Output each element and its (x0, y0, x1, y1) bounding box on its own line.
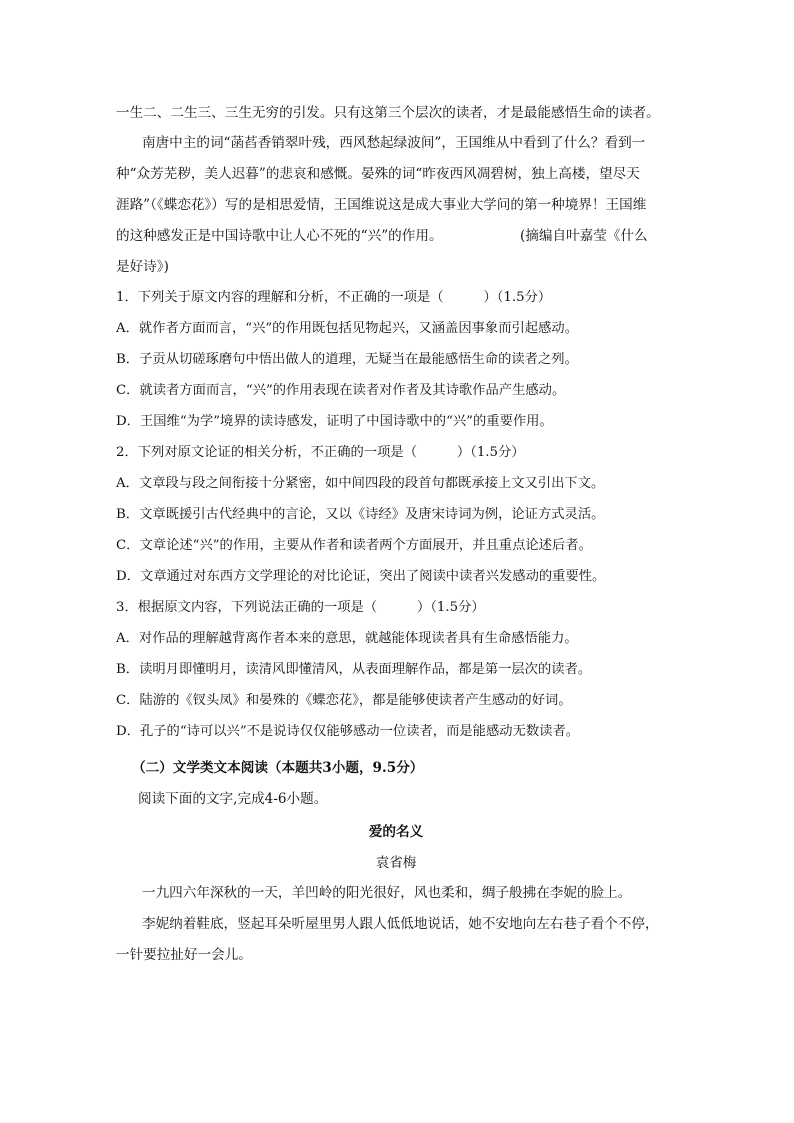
question-option: B．文章既援引古代经典中的言论，又以《诗经》及唐宋诗词为例，论证方式灵活。 (116, 507, 605, 522)
question-stem: 1．下列关于原文内容的理解和分析，不正确的一项是（ ）（1.5分） (116, 290, 552, 305)
story-author: 袁省梅 (375, 855, 417, 871)
intro-line (116, 226, 686, 246)
question-option: C．就读者方面而言，“兴”的作用表现在读者对作者及其诗歌作品产生感动。 (116, 383, 566, 398)
question-option: A．文章段与段之间衔接十分紧密，如中间四段的段首句都既承接上文又引出下文。 (116, 476, 605, 491)
question-option: B．读明月即懂明月，读清风即懂清风，从表面理解作品，都是第一层次的读者。 (116, 662, 592, 677)
question-option: A．对作品的理解越背离作者本来的意思，就越能体现读者具有生命感悟能力。 (116, 631, 578, 646)
question-option: C．陆游的《钗头凤》和晏殊的《蝶恋花》，都是能够使读者产生感动的好词。 (116, 693, 572, 708)
question-stem: 3．根据原文内容，下列说法正确的一项是（ ）（1.5分） (116, 600, 485, 615)
intro-line: 南唐中主的词“菡萏香销翠叶残，西风愁起绿波间”，王国维从中看到了什么？看到一 (142, 135, 646, 151)
story-line: 一针要拉扯好一会儿。 (116, 947, 252, 963)
story-title: 爱的名义 (368, 824, 424, 840)
section-heading: （二）文学类文本阅读（本题共3小题，9.5分） (132, 760, 424, 776)
question-option: B．子贡从切磋琢磨句中悟出做人的道理，无疑当在最能感悟生命的读者之列。 (116, 352, 578, 367)
instruction-text: 阅读下面的文字,完成4-6小题。 (138, 791, 328, 807)
source-citation: (摘编自叶嘉莹《什么 (520, 228, 648, 244)
intro-line-text: 的这种感发正是中国诗歌中让人心不死的“兴”的作用。 (116, 228, 443, 244)
question-option: C．文章论述“兴”的作用，主要从作者和读者两个方面展开，并且重点论述后者。 (116, 538, 592, 553)
intro-line: 种“众芳芜秽，美人迟暮”的悲哀和感慨。晏殊的词“昨夜西风凋碧树，独上高楼，望尽天 (116, 166, 640, 182)
question-stem: 2．下列对原文论证的相关分析，不正确的一项是（ ）（1.5分） (116, 445, 525, 460)
intro-line: 一生二、二生三、三生无穷的引发。只有这第三个层次的读者，才是最能感悟生命的读者。 (116, 105, 660, 121)
question-option: D．孔子的“诗可以兴”不是说诗仅仅能够感动一位读者，而是能感动无数读者。 (116, 724, 580, 739)
question-option: A．就作者方面而言，“兴”的作用既包括见物起兴，又涵盖因事象而引起感动。 (116, 321, 578, 336)
source-citation-cont: 是好诗》) (116, 259, 169, 275)
story-line: 一九四六年深秋的一天，羊凹岭的阳光很好，风也柔和，绸子般拂在李妮的脸上。 (142, 885, 632, 901)
question-option: D．文章通过对东西方文学理论的对比论证，突出了阅读中读者兴发感动的重要性。 (116, 569, 606, 584)
intro-line: 涯路”（《蝶恋花》）写的是相思爱情，王国维说这是成大事业大学问的第一种境界！王国维 (116, 197, 647, 213)
story-line: 李妮纳着鞋底，竖起耳朵听屋里男人跟人低低地说话，她不安地向左右巷子看个不停， (142, 916, 659, 932)
question-option: D．王国维“为学”境界的读诗感发，证明了中国诗歌中的“兴”的重要作用。 (116, 414, 553, 429)
